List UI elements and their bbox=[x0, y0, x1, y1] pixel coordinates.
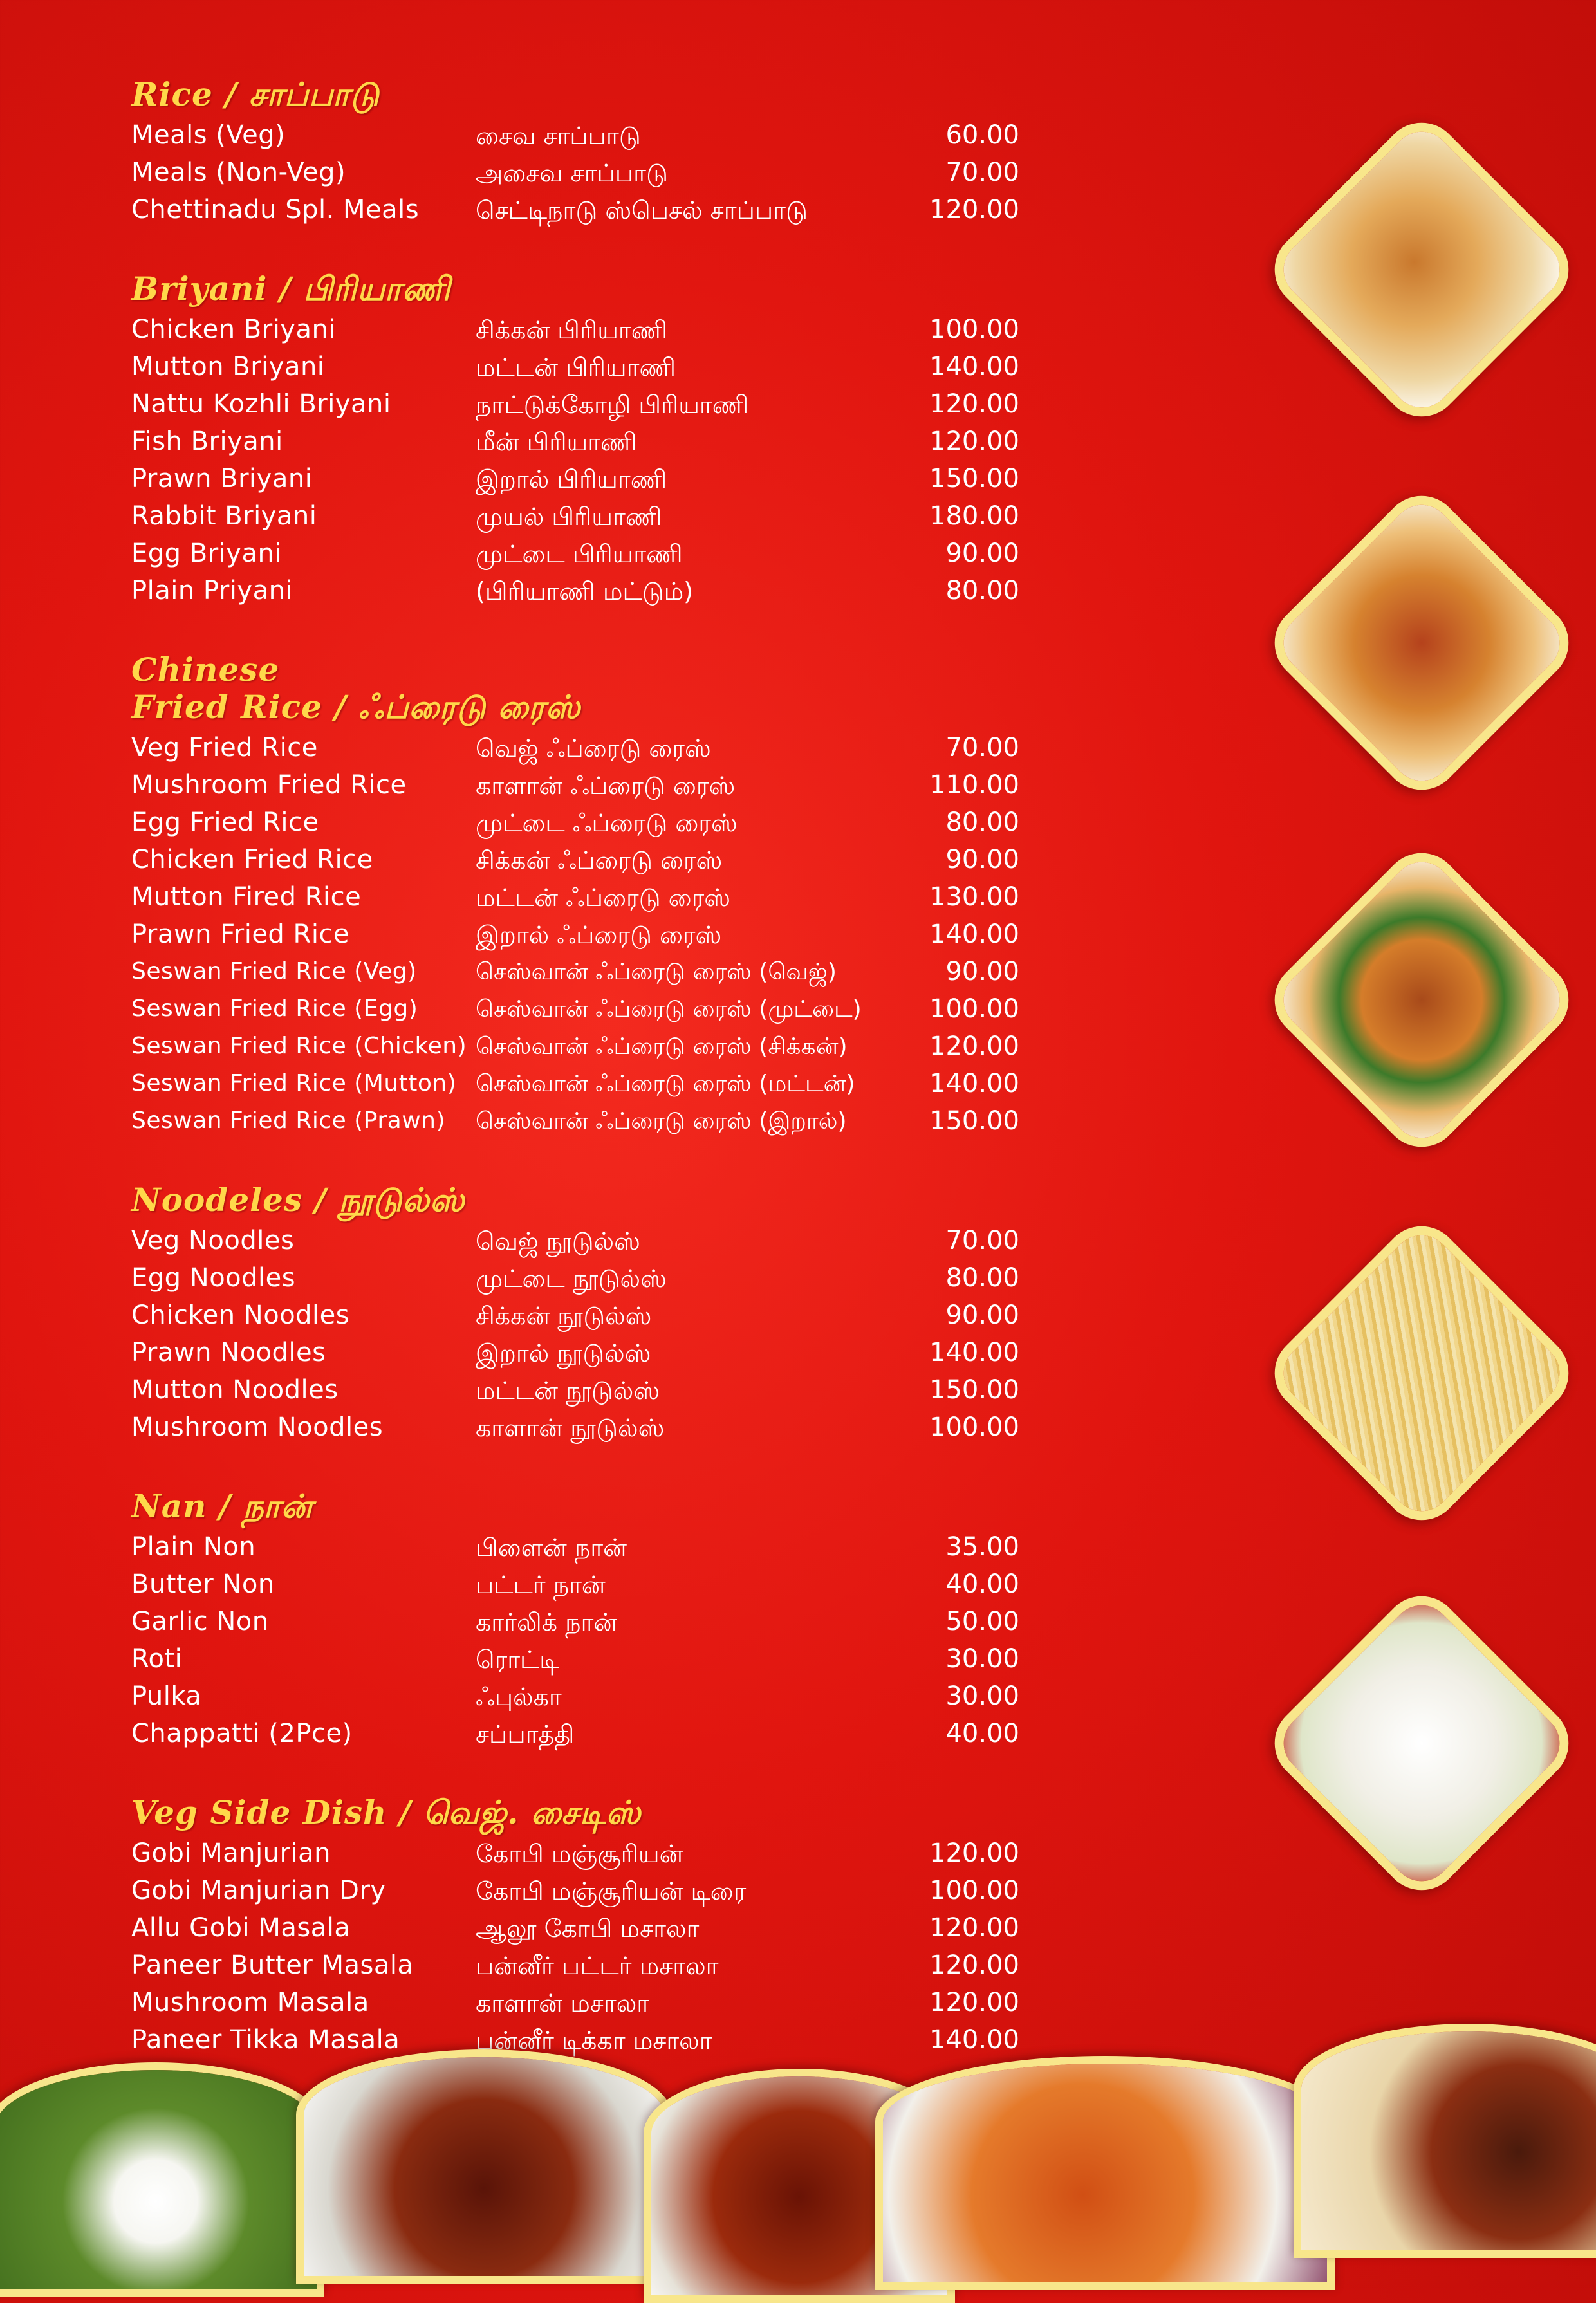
item-name-ta: மட்டன் ஃப்ரைடு ரைஸ் bbox=[476, 883, 731, 912]
item-price: 140.00 bbox=[929, 2025, 1019, 2055]
menu-item bbox=[131, 495, 1019, 533]
item-price: 150.00 bbox=[929, 1375, 1019, 1405]
menu-item bbox=[131, 764, 1019, 802]
section-briyani bbox=[131, 270, 1019, 607]
item-price: 80.00 bbox=[945, 808, 1019, 837]
item-name-ta: சிக்கன் பிரியாணி bbox=[476, 316, 668, 344]
item-name-en: Egg Briyani bbox=[131, 539, 282, 568]
section-title bbox=[131, 1181, 1019, 1219]
item-name-ta: காளான் ஃப்ரைடு ரைஸ் bbox=[476, 772, 736, 800]
item-name-ta: முட்டை பிரியாணி bbox=[476, 540, 683, 568]
item-name-en: Meals (Veg) bbox=[131, 120, 286, 150]
menu-item bbox=[131, 421, 1019, 458]
item-name-en: Gobi Manjurian Dry bbox=[131, 1876, 386, 1905]
item-name-en: Mushroom Masala bbox=[131, 1988, 369, 2017]
item-name-en: Seswan Fried Rice (Veg) bbox=[131, 958, 417, 985]
item-name-en: Butter Non bbox=[131, 1569, 275, 1599]
item-name-en: Seswan Fried Rice (Chicken) bbox=[131, 1033, 467, 1059]
item-name-en: Pulka bbox=[131, 1681, 202, 1711]
item-name-en: Egg Noodles bbox=[131, 1263, 296, 1293]
section-title bbox=[131, 1794, 1019, 1831]
menu-item bbox=[131, 189, 1019, 227]
menu-item bbox=[131, 1601, 1019, 1638]
menu-item bbox=[131, 1982, 1019, 2019]
item-name-ta: நாட்டுக்கோழி பிரியாணி bbox=[476, 391, 749, 419]
item-name-ta: மட்டன் நூடுல்ஸ் bbox=[476, 1376, 660, 1405]
item-price: 40.00 bbox=[945, 1719, 1019, 1748]
item-price: 150.00 bbox=[929, 1106, 1019, 1136]
item-name-ta: சிக்கன் நூடுல்ஸ் bbox=[476, 1302, 652, 1330]
section-title-line: Briyani / பிரியாணி bbox=[131, 270, 451, 308]
menu-item bbox=[131, 1945, 1019, 1982]
item-name-ta: வெஜ் நூடுல்ஸ் bbox=[476, 1227, 640, 1255]
item-name-ta: ஃபுல்கா bbox=[476, 1683, 562, 1711]
section-title-line: Noodeles / நூடுல்ஸ் bbox=[131, 1181, 465, 1219]
item-name-ta: காளான் நூடுல்ஸ் bbox=[476, 1414, 665, 1442]
menu-item bbox=[131, 876, 1019, 914]
item-name-en: Mushroom Noodles bbox=[131, 1412, 384, 1442]
item-name-en: Rabbit Briyani bbox=[131, 501, 317, 531]
item-name-en: Allu Gobi Masala bbox=[131, 1913, 351, 1943]
item-price: 100.00 bbox=[929, 994, 1019, 1024]
item-price: 35.00 bbox=[945, 1532, 1019, 1562]
section-title bbox=[131, 270, 1019, 308]
chapati-curry-photo bbox=[1294, 2024, 1596, 2258]
item-name-ta: பன்னீர் பட்டர் மசாலா bbox=[476, 1952, 719, 1980]
item-name-en: Chettinadu Spl. Meals bbox=[131, 195, 420, 225]
item-price: 80.00 bbox=[945, 1263, 1019, 1293]
item-name-en: Seswan Fried Rice (Egg) bbox=[131, 995, 418, 1022]
menu-item bbox=[131, 1332, 1019, 1369]
item-price: 140.00 bbox=[929, 1338, 1019, 1367]
item-price: 40.00 bbox=[945, 1569, 1019, 1599]
item-price: 140.00 bbox=[929, 1069, 1019, 1098]
item-name-ta: சைவ சாப்பாடு bbox=[476, 122, 641, 150]
section-nan bbox=[131, 1488, 1019, 1750]
chilli-chicken-photo bbox=[296, 2049, 672, 2284]
menu-item bbox=[131, 839, 1019, 876]
item-name-en: Prawn Noodles bbox=[131, 1338, 326, 1367]
section-title bbox=[131, 1488, 1019, 1525]
item-name-en: Veg Noodles bbox=[131, 1226, 295, 1255]
menu-item bbox=[131, 1638, 1019, 1676]
item-name-ta: முயல் பிரியாணி bbox=[476, 503, 662, 531]
item-name-ta: மீன் பிரியாணி bbox=[476, 428, 637, 456]
section-title-line: Rice / சாப்பாடு bbox=[131, 75, 380, 113]
menu-item bbox=[131, 1257, 1019, 1295]
item-price: 90.00 bbox=[945, 957, 1019, 986]
section-title-line: Nan / நான் bbox=[131, 1487, 313, 1525]
item-price: 100.00 bbox=[929, 1876, 1019, 1905]
menu-item bbox=[131, 458, 1019, 495]
menu-item bbox=[131, 1295, 1019, 1332]
item-price: 100.00 bbox=[929, 1412, 1019, 1442]
item-price: 130.00 bbox=[929, 882, 1019, 912]
menu-item bbox=[131, 1220, 1019, 1257]
item-name-en: Fish Briyani bbox=[131, 427, 283, 456]
item-name-ta: பட்டர் நான் bbox=[476, 1571, 606, 1599]
menu-item bbox=[131, 951, 1019, 988]
item-name-ta: ரொட்டி bbox=[476, 1645, 559, 1674]
item-name-en: Plain Priyani bbox=[131, 576, 293, 606]
item-price: 110.00 bbox=[929, 770, 1019, 800]
item-name-ta: பன்னீர் டிக்கா மசாலா bbox=[476, 2026, 712, 2055]
paneer-butter-masala-photo bbox=[875, 2056, 1335, 2290]
menu-item bbox=[131, 1564, 1019, 1601]
item-name-en: Paneer Butter Masala bbox=[131, 1950, 414, 1980]
item-name-en: Veg Fried Rice bbox=[131, 733, 318, 763]
item-name-ta: செட்டிநாடு ஸ்பெசல் சாப்பாடு bbox=[476, 196, 808, 225]
menu-item bbox=[131, 384, 1019, 421]
item-price: 90.00 bbox=[945, 1300, 1019, 1330]
menu-item bbox=[131, 1100, 1019, 1138]
item-price: 90.00 bbox=[945, 845, 1019, 874]
item-name-ta: முட்டை ஃப்ரைடு ரைஸ் bbox=[476, 809, 738, 837]
item-name-ta: செஸ்வான் ஃப்ரைடு ரைஸ் (இறால்) bbox=[476, 1108, 847, 1134]
menu-item bbox=[131, 309, 1019, 346]
item-name-ta: பிளைன் நான் bbox=[476, 1533, 627, 1562]
item-name-en: Chicken Fried Rice bbox=[131, 845, 373, 874]
section-title-line: Chinese bbox=[131, 651, 280, 689]
menu-item bbox=[131, 727, 1019, 764]
item-name-ta: இறால் பிரியாணி bbox=[476, 465, 667, 494]
item-price: 70.00 bbox=[945, 1226, 1019, 1255]
menu-item bbox=[131, 1369, 1019, 1407]
prawn-biryani-photo bbox=[1259, 837, 1584, 1163]
item-name-ta: அசைவ சாப்பாடு bbox=[476, 159, 668, 187]
menu-item bbox=[131, 1063, 1019, 1100]
item-name-en: Mutton Noodles bbox=[131, 1375, 339, 1405]
item-price: 120.00 bbox=[929, 1031, 1019, 1061]
item-name-en: Plain Non bbox=[131, 1532, 256, 1562]
item-name-en: Egg Fried Rice bbox=[131, 808, 319, 837]
menu-item bbox=[131, 802, 1019, 839]
item-price: 50.00 bbox=[945, 1607, 1019, 1636]
menu-item bbox=[131, 988, 1019, 1026]
menu-item bbox=[131, 1407, 1019, 1444]
item-price: 90.00 bbox=[945, 539, 1019, 568]
item-name-en: Chappatti (2Pce) bbox=[131, 1719, 353, 1748]
item-price: 80.00 bbox=[945, 576, 1019, 606]
item-name-en: Seswan Fried Rice (Mutton) bbox=[131, 1070, 457, 1096]
item-price: 30.00 bbox=[945, 1681, 1019, 1711]
section-veg-side-dish bbox=[131, 1794, 1019, 2057]
menu-item bbox=[131, 1526, 1019, 1564]
section-noodles bbox=[131, 1181, 1019, 1444]
item-price: 30.00 bbox=[945, 1644, 1019, 1674]
menu-item bbox=[131, 346, 1019, 384]
item-name-ta: மட்டன் பிரியாணி bbox=[476, 353, 676, 382]
menu-item bbox=[131, 570, 1019, 607]
item-price: 120.00 bbox=[929, 1913, 1019, 1943]
item-name-ta: சிக்கன் ஃப்ரைடு ரைஸ் bbox=[476, 846, 723, 874]
item-name-en: Mutton Briyani bbox=[131, 352, 325, 382]
item-name-ta: வெஜ் ஃப்ரைடு ரைஸ் bbox=[476, 734, 711, 763]
item-name-en: Prawn Briyani bbox=[131, 464, 313, 494]
item-name-en: Roti bbox=[131, 1644, 183, 1674]
menu-item bbox=[131, 1870, 1019, 1907]
item-price: 140.00 bbox=[929, 352, 1019, 382]
item-price: 60.00 bbox=[945, 120, 1019, 150]
meals-banana-leaf-photo bbox=[0, 2062, 324, 2297]
menu-item bbox=[131, 1713, 1019, 1750]
menu-item bbox=[131, 115, 1019, 152]
menu-list bbox=[131, 76, 1019, 2100]
item-name-en: Mushroom Fried Rice bbox=[131, 770, 407, 800]
item-name-ta: (பிரியாணி மட்டும்) bbox=[476, 577, 694, 606]
item-name-ta: கோபி மஞ்சூரியன் bbox=[476, 1840, 683, 1868]
item-name-en: Meals (Non-Veg) bbox=[131, 158, 346, 187]
section-chinese-fried-rice bbox=[131, 651, 1019, 1138]
item-name-en: Chicken Noodles bbox=[131, 1300, 350, 1330]
item-price: 70.00 bbox=[945, 733, 1019, 763]
item-name-ta: இறால் ஃப்ரைடு ரைஸ் bbox=[476, 921, 722, 949]
menu-item bbox=[131, 1907, 1019, 1945]
item-name-en: Prawn Fried Rice bbox=[131, 920, 350, 949]
item-price: 120.00 bbox=[929, 1988, 1019, 2017]
item-price: 100.00 bbox=[929, 315, 1019, 344]
noodles-photo bbox=[1259, 1210, 1584, 1536]
item-price: 120.00 bbox=[929, 427, 1019, 456]
item-name-ta: கோபி மஞ்சூரியன் டிரை bbox=[476, 1877, 747, 1905]
item-price: 180.00 bbox=[929, 501, 1019, 531]
chicken-biryani-photo bbox=[1259, 107, 1584, 432]
item-name-ta: சப்பாத்தி bbox=[476, 1720, 575, 1748]
item-name-ta: செஸ்வான் ஃப்ரைடு ரைஸ் (வெஜ்) bbox=[476, 959, 837, 985]
item-price: 120.00 bbox=[929, 1838, 1019, 1868]
mutton-biryani-photo bbox=[1259, 480, 1584, 806]
item-name-en: Seswan Fried Rice (Prawn) bbox=[131, 1107, 446, 1134]
menu-item bbox=[131, 1026, 1019, 1063]
item-name-ta: ஆலூ கோபி மசாலா bbox=[476, 1914, 700, 1943]
fried-rice-photo bbox=[1259, 1580, 1584, 1906]
item-price: 120.00 bbox=[929, 1950, 1019, 1980]
item-price: 120.00 bbox=[929, 195, 1019, 225]
item-name-en: Nattu Kozhli Briyani bbox=[131, 389, 391, 419]
item-name-en: Mutton Fired Rice bbox=[131, 882, 362, 912]
item-name-ta: முட்டை நூடுல்ஸ் bbox=[476, 1264, 667, 1293]
item-price: 150.00 bbox=[929, 464, 1019, 494]
item-name-ta: கார்லிக் நான் bbox=[476, 1608, 618, 1636]
section-rice bbox=[131, 76, 1019, 227]
item-name-ta: செஸ்வான் ஃப்ரைடு ரைஸ் (மட்டன்) bbox=[476, 1071, 855, 1097]
section-title bbox=[131, 76, 1019, 113]
item-name-ta: செஸ்வான் ஃப்ரைடு ரைஸ் (முட்டை) bbox=[476, 996, 862, 1022]
section-title bbox=[131, 651, 1019, 726]
bottom-food-strip bbox=[0, 2049, 1596, 2257]
item-name-ta: செஸ்வான் ஃப்ரைடு ரைஸ் (சிக்கன்) bbox=[476, 1033, 848, 1060]
section-title-line: Fried Rice / ஃப்ரைடு ரைஸ் bbox=[131, 688, 581, 726]
menu-item bbox=[131, 914, 1019, 951]
item-price: 140.00 bbox=[929, 920, 1019, 949]
menu-item bbox=[131, 1833, 1019, 1870]
section-title-line: Veg Side Dish / வெஜ். சைடிஸ் bbox=[131, 1793, 642, 1831]
item-price: 70.00 bbox=[945, 158, 1019, 187]
item-name-ta: இறால் நூடுல்ஸ் bbox=[476, 1339, 651, 1367]
item-name-en: Paneer Tikka Masala bbox=[131, 2025, 400, 2055]
item-price: 120.00 bbox=[929, 389, 1019, 419]
item-name-ta: காளான் மசாலா bbox=[476, 1989, 650, 2017]
item-name-en: Gobi Manjurian bbox=[131, 1838, 331, 1868]
item-name-en: Garlic Non bbox=[131, 1607, 269, 1636]
menu-item bbox=[131, 533, 1019, 570]
menu-item bbox=[131, 1676, 1019, 1713]
menu-item bbox=[131, 152, 1019, 189]
item-name-en: Chicken Briyani bbox=[131, 315, 336, 344]
